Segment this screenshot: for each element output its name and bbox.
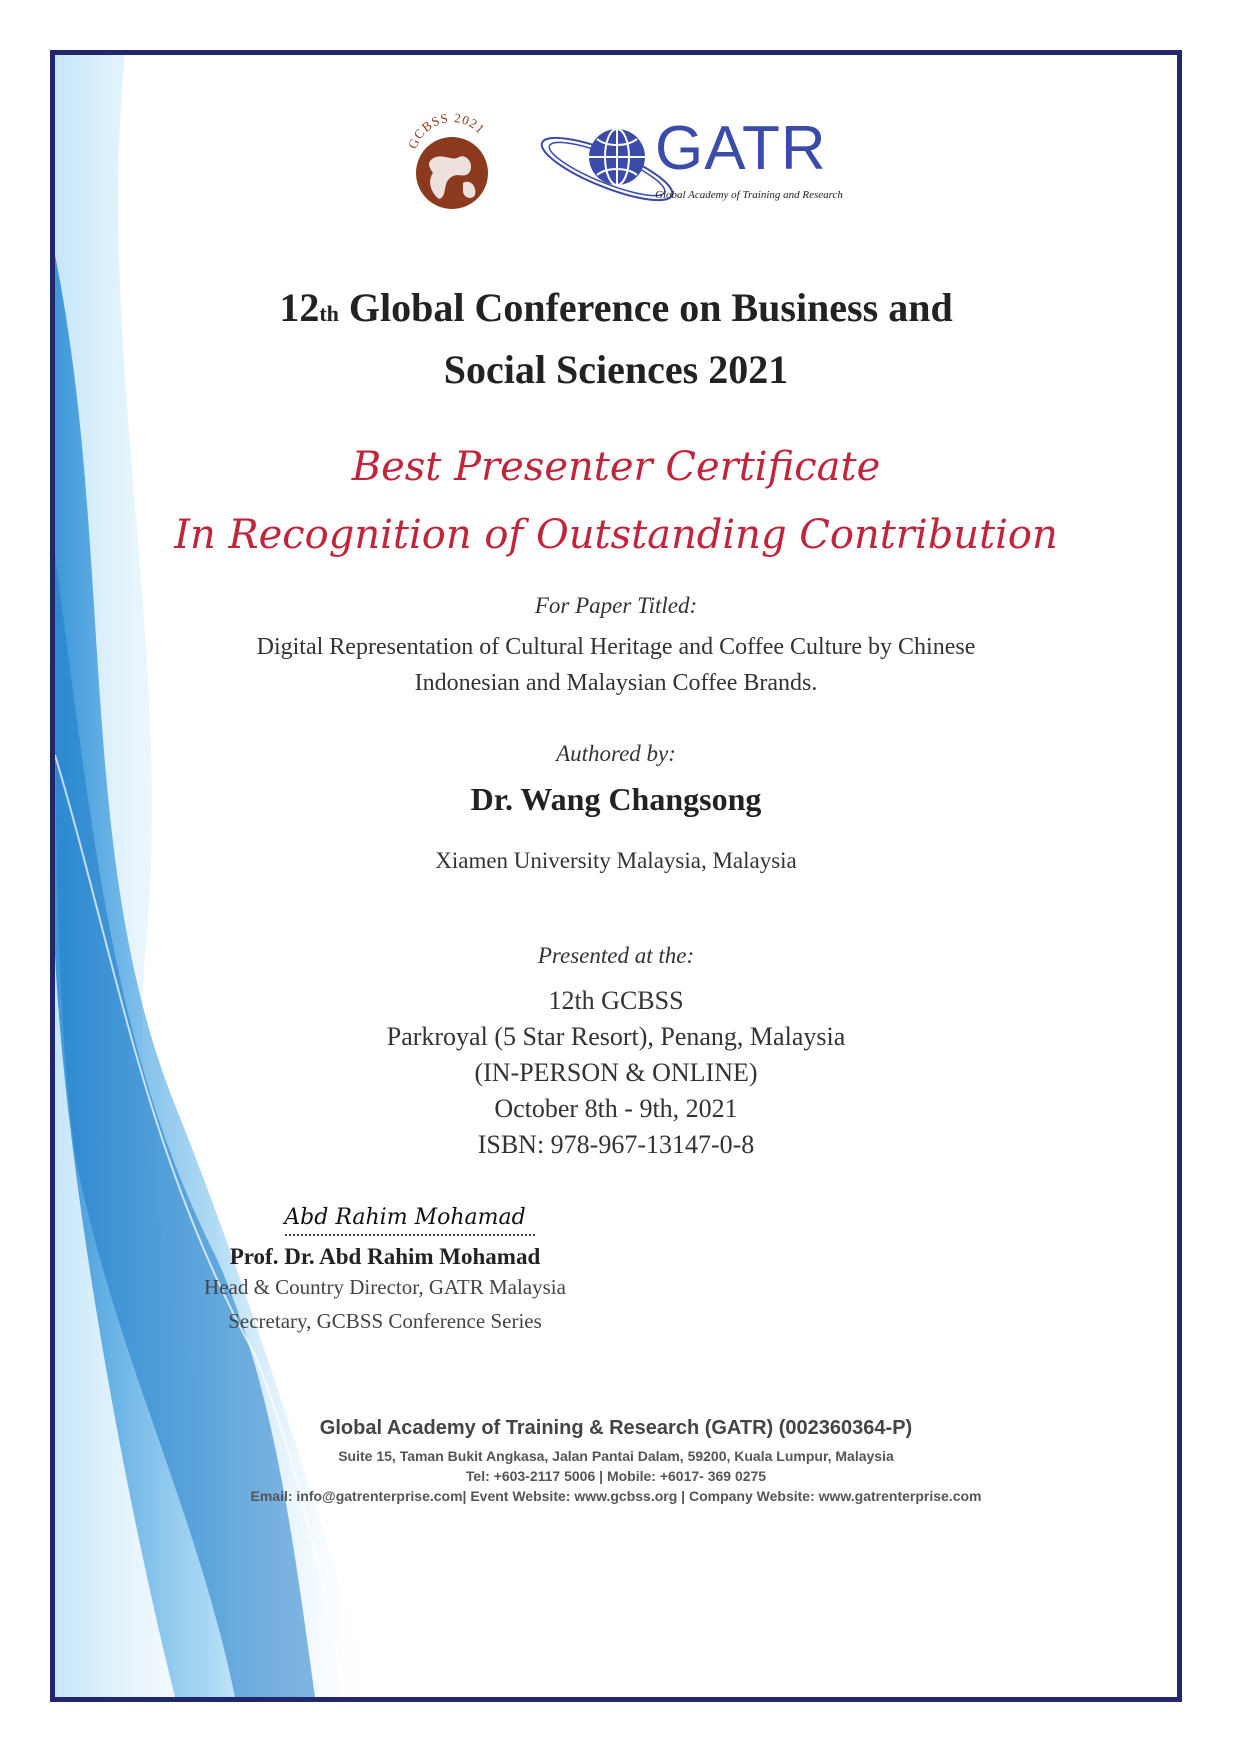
ordinal-suffix: th — [319, 301, 339, 326]
paper-title-line1: Digital Representation of Cultural Heritage and Coffee Culture by Chinese — [256, 634, 976, 660]
footer-contacts: Email: info@gatrenterprise.com| Event Website: www.gcbss.org | Company Website: www.gatrenterprise.com — [250, 1488, 982, 1504]
signatory-name: Prof. Dr. Abd Rahim Mohamad — [229, 1244, 541, 1269]
signature-block — [115, 1205, 655, 1338]
conference-title-line2: Social Sciences 2021 — [443, 347, 789, 392]
footer-phones: Tel: +603-2117 5006 | Mobile: +6017- 369 0275 — [465, 1468, 767, 1484]
signatory-role-1: Head & Country Director, GATR Malaysia — [204, 1275, 566, 1299]
certificate-frame — [50, 50, 1182, 1702]
paper-label: For Paper Titled: — [534, 593, 698, 618]
gcbss-globe-logo — [397, 107, 507, 217]
certificate-heading: Best Presenter Certificate — [351, 444, 881, 490]
author-name: Dr. Wang Changsong — [470, 781, 762, 817]
ordinal-number: 12 — [279, 285, 320, 330]
signature-line — [285, 1234, 535, 1236]
certificate-headings — [55, 433, 1177, 569]
gcbss-logo-text: GCBSS 2021 — [404, 109, 489, 151]
footer-address: Suite 15, Taman Bukit Angkasa, Jalan Pantai Dalam, 59200, Kuala Lumpur, Malaysia — [338, 1448, 894, 1464]
presented-isbn: ISBN: 978-967-13147-0-8 — [477, 1130, 755, 1159]
paper-title — [55, 629, 1177, 701]
presented-venue: Parkroyal (5 Star Resort), Penang, Malaysia — [386, 1022, 846, 1051]
presented-details — [55, 983, 1177, 1163]
conference-title-line1 — [55, 277, 1177, 339]
gatr-tagline: Global Academy of Training and Research — [655, 189, 843, 201]
conference-title-rest: Global Conference on Business and — [338, 285, 953, 330]
presented-event: 12th GCBSS — [548, 986, 684, 1015]
conference-title — [55, 277, 1177, 401]
signatory-role-2: Secretary, GCBSS Conference Series — [228, 1309, 542, 1333]
author-label: Authored by: — [556, 741, 676, 766]
author-affiliation: Xiamen University Malaysia, Malaysia — [435, 848, 797, 873]
signature: Abd Rahim Mohamad — [284, 1205, 526, 1230]
presented-mode: (IN-PERSON & ONLINE) — [474, 1058, 758, 1087]
presented-label: Presented at the: — [537, 943, 695, 968]
footer — [55, 1417, 1177, 1506]
certificate-subheading: In Recognition of Outstanding Contribution — [174, 512, 1058, 558]
paper-title-line2: Indonesian and Malaysian Coffee Brands. — [414, 670, 818, 696]
footer-org: Global Academy of Training & Research (GATR) (002360364-P) — [319, 1417, 913, 1439]
gatr-logo-text: GATR — [655, 114, 827, 183]
presented-dates: October 8th - 9th, 2021 — [494, 1094, 738, 1123]
